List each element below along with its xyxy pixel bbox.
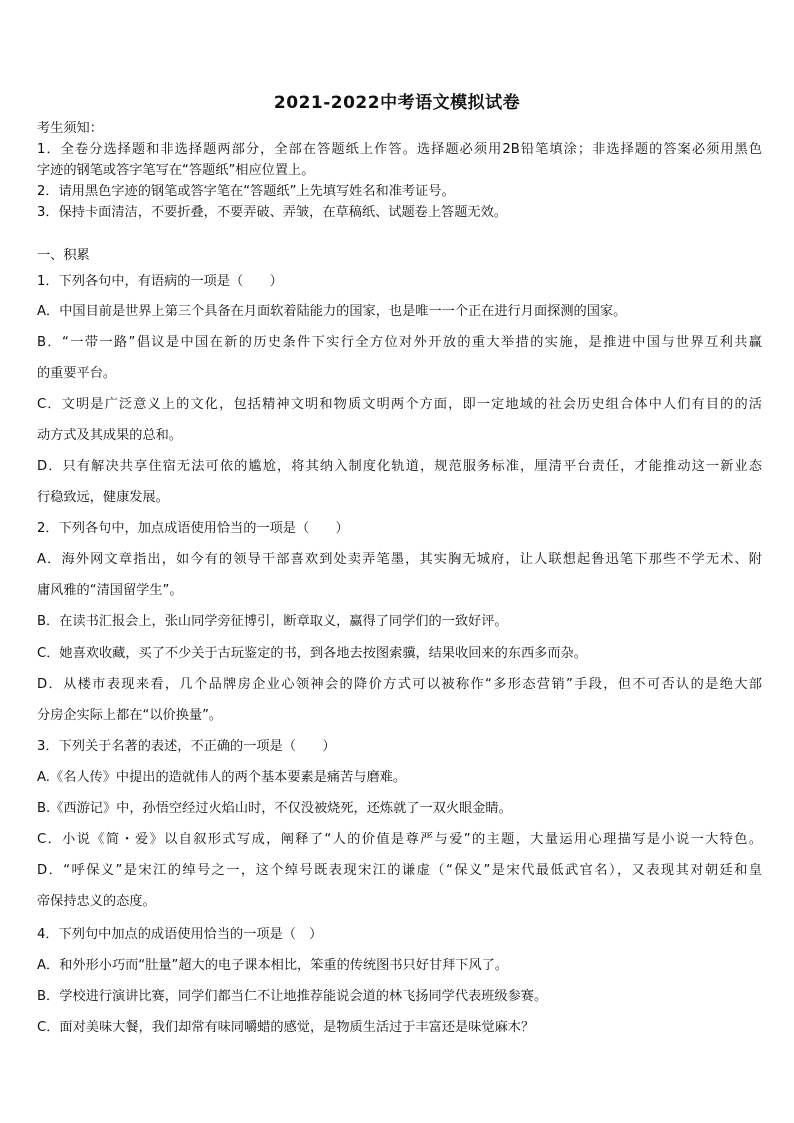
question-2-option-b: B．在读书汇报会上，张山同学旁征博引，断章取义，赢得了同学们的一致好评。 [37, 614, 508, 629]
question-3-option-c: C．小说《简・爱》以自叙形式写成，阐释了“人的价值是尊严与爱”的主题，大量运用心理描写是小说一大特色。 [37, 832, 762, 847]
question-3-option-d-cont: 帝保持忠义的态度。 [37, 894, 156, 909]
question-4-option-b: B．学校进行演讲比赛，同学们都当仁不让地推荐能说会道的林飞扬同学代表班级参赛。 [37, 989, 548, 1004]
question-2-option-d: D．从楼市表现来看，几个品牌房企业心领神会的降价方式可以被称作“多形态营销”手段，但不可否认的是绝大部 [37, 677, 762, 692]
notice-line: 3．保持卡面清洁，不要折叠，不要弄破、弄皱，在草稿纸、试题卷上答题无效。 [37, 205, 507, 220]
question-3-option-d: D．“呼保义”是宋江的绰号之一，这个绰号既表现宋江的谦虚（“保义”是宋代最低武官名），又表现其对朝廷和皇 [37, 863, 762, 878]
question-2-option-a: A．海外网文章指出，如今有的领导干部喜欢到处卖弄笔墨，其实胸无城府，让人联想起鲁迅笔下那些不学无术、附 [37, 552, 762, 567]
question-2-option-c: C．她喜欢收藏，买了不少关于古玩鉴定的书，到各地去按图索骥，结果收回来的东西多而杂。 [37, 646, 587, 661]
question-1-stem: 1．下列各句中，有语病的一项是（ ） [37, 274, 283, 289]
page-title: 2021-2022中考语文模拟试卷 [273, 93, 521, 113]
question-2-stem: 2．下列各句中，加点成语使用恰当的一项是（ ） [37, 521, 349, 536]
question-4-stem: 4．下列句中加点的成语使用恰当的一项是（ ） [37, 927, 323, 942]
question-1-option-c-cont: 动方式及其成果的总和。 [37, 428, 183, 443]
question-2-option-a-cont: 庸风雅的“清国留学生”。 [37, 583, 183, 598]
notice-line: 字迹的钢笔或答字笔写在“答题纸”相应位置上。 [37, 163, 315, 178]
question-1-option-d-cont: 行稳致远，健康发展。 [37, 490, 169, 505]
section-heading: 一、积累 [37, 248, 90, 263]
question-3-option-a: A.《名人传》中提出的造就伟人的两个基本要素是痛苦与磨难。 [37, 770, 407, 785]
question-3-stem: 3．下列关于名著的表述，不正确的一项是（ ） [37, 739, 336, 754]
question-1-option-b: B．“一带一路”倡议是中国在新的历史条件下实行全方位对外开放的重大举措的实施，是推进中国与世界互利共赢 [37, 335, 762, 350]
question-2-option-d-cont: 分房企实际上都在“以价换量”。 [37, 708, 223, 723]
notice-line: 1．全卷分选择题和非选择题两部分，全部在答题纸上作答。选择题必须用2B铅笔填涂；非选择题的答案必须用黑色 [37, 142, 762, 157]
question-1-option-b-cont: 的重要平台。 [37, 366, 117, 381]
question-4-option-c: C．面对美味大餐，我们却常有味同嚼蜡的感觉，是物质生活过于丰富还是味觉麻木？ [37, 1020, 535, 1035]
question-1-option-c: C．文明是广泛意义上的文化，包括精神文明和物质文明两个方面，即一定地域的社会历史组合体中人们有目的的活 [37, 397, 762, 412]
notice-line: 2．请用黑色字迹的钢笔或答字笔在“答题纸”上先填写姓名和准考证号。 [37, 184, 455, 199]
question-3-option-b: B.《西游记》中，孙悟空经过火焰山时，不仅没被烧死，还炼就了一双火眼金睛。 [37, 801, 512, 816]
question-4-option-a: A．和外形小巧而“肚量”超大的电子课本相比，笨重的传统图书只好甘拜下风了。 [37, 958, 509, 973]
question-1-option-d: D．只有解决共享住宿无法可依的尴尬，将其纳入制度化轨道，规范服务标准，厘清平台责任，才能推动这一新业态 [37, 459, 762, 474]
notice-heading: 考生须知： [37, 121, 103, 136]
question-1-option-a: A．中国目前是世界上第三个具备在月面软着陆能力的国家，也是唯一一个正在进行月面探测的国家。 [37, 304, 627, 319]
